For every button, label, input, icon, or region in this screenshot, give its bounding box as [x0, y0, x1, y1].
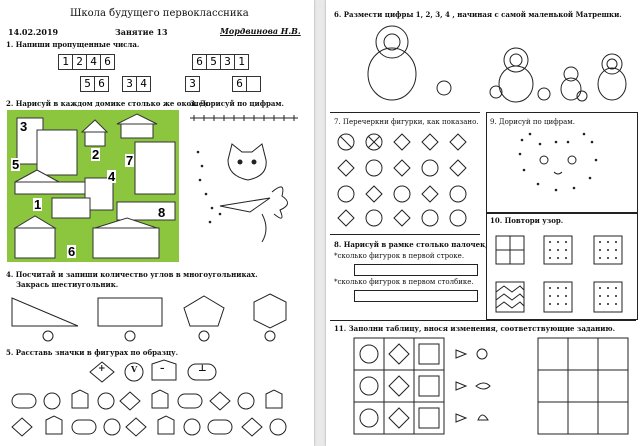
task-5-title: 5. Расставь значки в фигурах по образцу.	[6, 348, 179, 357]
house-number: 8	[158, 205, 166, 220]
house-number: 4	[108, 169, 116, 184]
matryoshka-dolls	[366, 22, 636, 102]
symbol-shapes	[6, 358, 306, 444]
number-cell: 1	[58, 54, 73, 70]
number-cell: 3	[220, 54, 235, 70]
polygons-row	[8, 292, 308, 342]
task-7-title: 7. Перечеркни фигурки, как показано.	[334, 118, 479, 126]
right-page	[326, 0, 640, 446]
pattern-symbol: V	[131, 364, 138, 374]
number-cell: 1	[234, 54, 249, 70]
number-cell: 6	[232, 76, 247, 92]
gift-patterns	[492, 228, 632, 316]
house-number: 3	[20, 119, 28, 134]
task-2-title: 2. Нарисуй в каждом домике столько же окошек.	[6, 99, 211, 108]
task-8-line-1: *сколько фигурок в первой строке.	[334, 252, 465, 260]
transform-tables	[352, 336, 632, 438]
author: Мордвинова Н.В.	[220, 26, 301, 36]
number-cell: 4	[136, 76, 151, 92]
divider	[330, 320, 636, 321]
house-number: 5	[12, 157, 20, 172]
houses-picture	[7, 110, 179, 262]
house-number: 7	[126, 153, 134, 168]
task-11-title: 11. Заполни таблицу, внося изменения, соответствующие заданию.	[334, 324, 616, 333]
house-number: 2	[92, 147, 100, 162]
number-cell	[246, 76, 261, 92]
task-3-title: 3. Дорисуй по цифрам.	[190, 99, 284, 108]
number-cell: 6	[94, 76, 109, 92]
number-cell: 5	[206, 54, 221, 70]
number-cell: 2	[72, 54, 87, 70]
house-number: 1	[34, 197, 42, 212]
number-cell: 5	[80, 76, 95, 92]
task-4-subtitle: Закрась шестиугольник.	[16, 280, 119, 289]
task-9-title: 9. Дорисуй по цифрам.	[490, 118, 575, 126]
dot-to-dot-kitten	[516, 130, 616, 200]
houses-drawing	[7, 110, 179, 262]
house-number: 6	[68, 244, 76, 259]
task-8-line-2: *сколько фигурок в первом столбике.	[334, 278, 474, 286]
answer-frame-2[interactable]	[354, 290, 478, 302]
task-6-title: 6. Размести цифры 1, 2, 3, 4 , начиная с самой маленькой Матрешки.	[334, 10, 622, 19]
pattern-symbol: –	[160, 364, 165, 374]
answer-frame-1[interactable]	[354, 264, 478, 276]
task-4-title: 4. Посчитай и запиши количество углов в многоугольниках.	[6, 270, 258, 279]
number-cell: 6	[192, 54, 207, 70]
divider	[330, 234, 480, 235]
date: 14.02.2019	[8, 27, 59, 37]
number-cell: 6	[100, 54, 115, 70]
pattern-symbol: ⊥	[198, 364, 207, 374]
task-8-title: 8. Нарисуй в рамке столько палочек,	[334, 240, 488, 249]
number-cell: 4	[86, 54, 101, 70]
cross-shapes-grid	[336, 130, 480, 226]
number-cell: 3	[122, 76, 137, 92]
left-page	[0, 0, 314, 446]
dot-to-dot-cat	[190, 114, 302, 254]
task-10-title: 10. Повтори узор.	[490, 216, 564, 225]
lesson: Занятие 13	[115, 27, 168, 37]
pattern-symbol: +	[98, 364, 106, 374]
number-cell: 3	[185, 76, 200, 92]
school-title: Школа будущего первоклассника	[70, 8, 249, 19]
task-1-title: 1. Напиши пропущенные числа.	[6, 40, 140, 49]
divider	[330, 112, 480, 113]
